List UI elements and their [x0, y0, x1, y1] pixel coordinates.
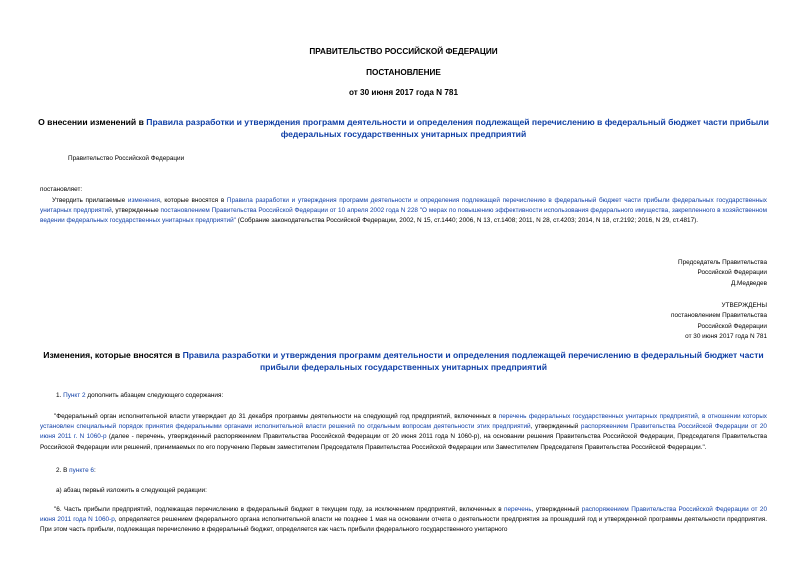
q2-order-link[interactable]: распоряжением Правительства Российской Федерации от 20 июня 2011 года N 1060-р — [40, 506, 767, 524]
quote-1-paragraph — [40, 412, 767, 453]
rules-link[interactable]: Правила разработки и утверждения программ деятельности и определения подлежащей перечислению в федеральный бюджет части прибыли федеральных государственных унитарных предприятий — [40, 197, 768, 215]
signature-block — [678, 258, 767, 289]
changes-title-link[interactable]: Правила разработки и утверждения программ деятельности и определения подлежащей перечислению в федеральный бюджет части прибыли федеральных государственных унитарных предприятий — [182, 350, 764, 372]
signature-country: Российской Федерации — [697, 269, 767, 277]
decree-paragraph — [40, 196, 767, 227]
item-2 — [56, 467, 96, 474]
item-1-number: 1. — [56, 392, 64, 399]
q2-text-a: "6. Часть прибыли предприятий, подлежащая перечислению в федеральный бюджет в текущем году, за исключением предприятий, включенных в — [54, 506, 505, 513]
p1-text-a: Утвердить прилагаемые — [52, 197, 128, 204]
approved-by: постановлением Правительства — [671, 312, 767, 320]
changes-title-prefix: Изменения, которые вносятся в — [43, 350, 183, 360]
q1-order-link[interactable]: распоряжением Правительства Российской Федерации от 20 июня 2011 г. N 1060-р — [40, 423, 767, 441]
q1-text-c: (далее - перечень, утвержденный распоряжением Правительства Российской Федерации от 20 июня 2011 года N 1060-р), на основании решения Правительства Российской Федерации, Председателя Правительства Российской Федерации или решений, принимаемых по его поручению Первым заместителем Председателя Правительства Российской Федерации или Заместителем Председателя Правительства Российской Федерации.". — [40, 433, 767, 451]
signature-position: Председатель Правительства — [678, 259, 767, 266]
q1-text-b: , утвержденный — [530, 423, 581, 431]
resolution-228-link[interactable]: постановлением Правительства Российской Федерации от 10 апреля 2002 года N 228 "О мерах по повышению эффективности использования федерального имущества, закрепленного в хозяйственном ведении федеральных государственных унитарных предприятий" — [40, 207, 767, 225]
approved-title: УТВЕРЖДЕНЫ — [721, 302, 767, 309]
p1-text-c: , утвержденные — [111, 207, 161, 215]
doc-type-heading: ПОСТАНОВЛЕНИЕ — [366, 68, 441, 77]
q2-text-c: , определяется решением федерального органа исполнительной власти не позднее 1 мая на основании отчета о деятельности предприятия за прошедший год и утвержденной программы деятельности предприятия. При этом часть прибыли, подлежащая перечислению в федеральный бюджет, определяется как часть прибыли федерального государственного унитарного — [40, 516, 768, 534]
item-2-link[interactable]: пункте 6 — [69, 467, 94, 474]
p1-text-b: , которые вносятся в — [159, 197, 227, 204]
p1-text-d: (Собрание законодательства Российской Федерации, 2002, N 15, ст.1440; 2006, N 13, ст.1408; 2011, N 28, ст.4203; 2014, N 18, ст.2192; 2016, N 29, ст.4817). — [235, 217, 699, 225]
item-1-link[interactable]: Пункт 2 — [63, 392, 86, 399]
approved-country: Российской Федерации — [697, 322, 767, 330]
date-number-heading: от 30 июня 2017 года N 781 — [348, 88, 459, 97]
quote-2-paragraph — [40, 505, 767, 536]
item-2a: а) абзац первый изложить в следующей редакции: — [56, 487, 207, 494]
changes-link[interactable]: изменения — [127, 197, 160, 204]
item-2-text: : — [93, 467, 96, 474]
approved-date: от 30 июня 2017 года N 781 — [685, 332, 767, 340]
item-1 — [56, 392, 223, 399]
government-heading: ПРАВИТЕЛЬСТВО РОССИЙСКОЙ ФЕДЕРАЦИИ — [309, 47, 498, 56]
item-1-text: дополнить абзацем следующего содержания: — [85, 392, 224, 399]
changes-title — [30, 349, 777, 373]
title-rules-link[interactable]: Правила разработки и утверждения программ деятельности и определения подлежащей перечислению в федеральный бюджет части прибыли федеральных государственных унитарных предприятий — [146, 117, 769, 139]
approved-block — [671, 301, 767, 342]
document-title — [30, 116, 777, 140]
government-line: Правительство Российской Федерации — [68, 155, 185, 162]
q1-text-a: "Федеральный орган исполнительной власти утверждает до 31 декабря программы деятельности на следующий год предприятий, включенных в — [54, 413, 499, 420]
decides-line: постановляет: — [40, 186, 83, 193]
q2-text-b: , утвержденный — [531, 506, 582, 513]
q1-list-link[interactable]: перечень федеральных государственных унитарных предприятий, в отношении которых установлен специальный порядок принятия федеральными органами исполнительной власти решений по отдельным вопросам деятельности этих предприятий — [40, 413, 767, 431]
q2-list-link[interactable]: перечень — [504, 506, 532, 513]
item-2-number: 2. В — [56, 467, 70, 474]
signature-name: Д.Медведев — [730, 279, 767, 287]
title-prefix: О внесении изменений в — [38, 117, 147, 127]
